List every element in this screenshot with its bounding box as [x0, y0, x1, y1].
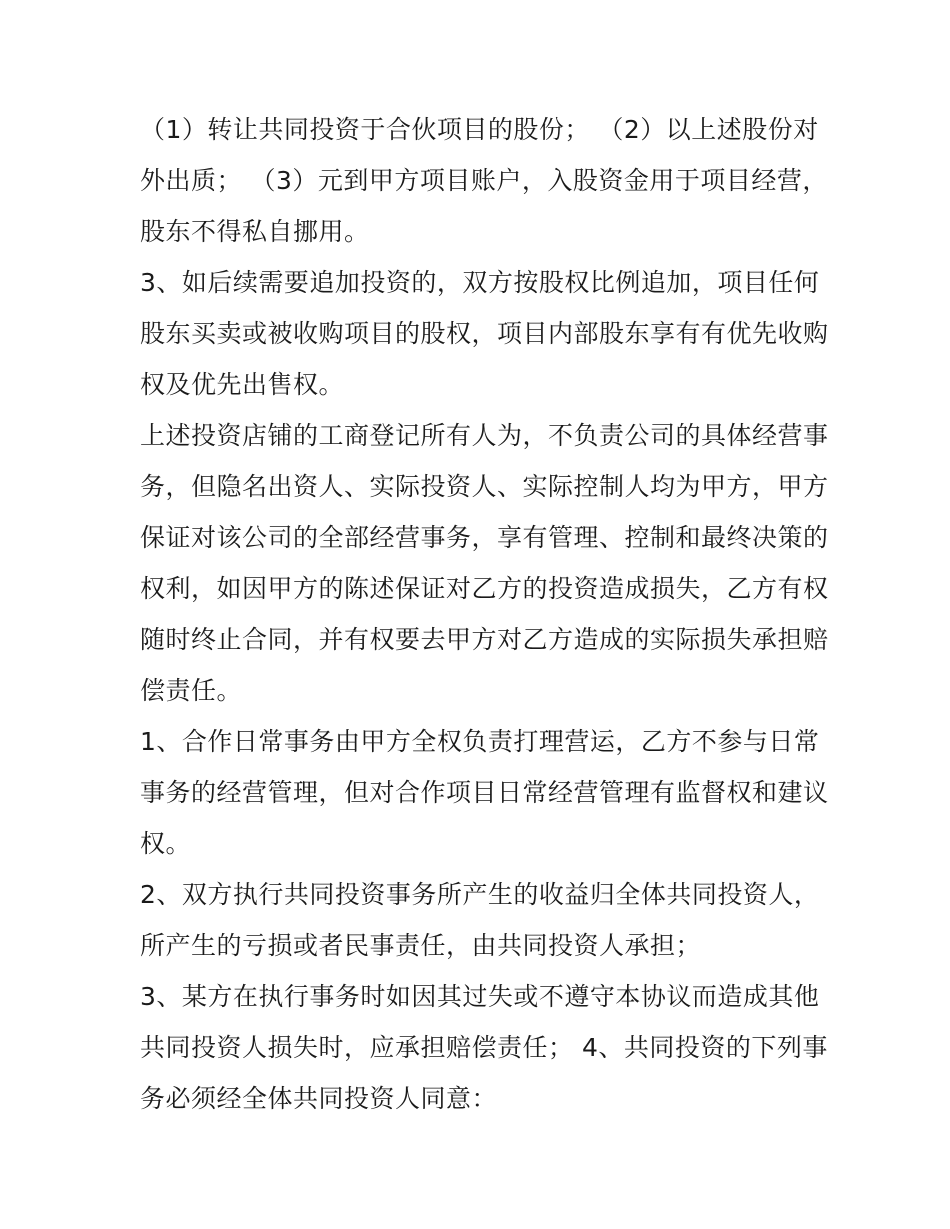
text-line: 事务的经营管理，但对合作项目日常经营管理有监督权和建议 [140, 778, 829, 807]
text-line: 务，但隐名出资人、实际投资人、实际控制人均为甲方，甲方 [140, 472, 829, 501]
text-line: 股东不得私自挪用。 [140, 217, 370, 246]
text-line: （1）转让共同投资于合伙项目的股份； （2）以上述股份对 [140, 115, 819, 144]
text-line: 偿责任。 [140, 676, 243, 705]
text-line: 2、双方执行共同投资事务所产生的收益归全体共同投资人， [140, 880, 820, 909]
text-line: 务必须经全体共同投资人同意： [140, 1084, 498, 1113]
text-line: 权。 [140, 829, 192, 858]
text-line: 所产生的亏损或者民事责任，由共同投资人承担； [140, 931, 702, 960]
text-line: 外出质； （3）元到甲方项目账户，入股资金用于项目经营， [140, 166, 828, 195]
text-line: 上述投资店铺的工商登记所有人为，不负责公司的具体经营事 [140, 421, 829, 450]
text-line: 股东买卖或被收购项目的股权，项目内部股东享有有优先收购 [140, 319, 829, 348]
text-line: 3、如后续需要追加投资的，双方按股权比例追加，项目任何 [140, 268, 820, 297]
text-line: 保证对该公司的全部经营事务，享有管理、控制和最终决策的 [140, 523, 829, 552]
text-line: 随时终止合同，并有权要去甲方对乙方造成的实际损失承担赔 [140, 625, 829, 654]
text-line: 3、某方在执行事务时如因其过失或不遵守本协议而造成其他 [140, 982, 820, 1011]
text-line: 权及优先出售权。 [140, 370, 345, 399]
text-line: 权利，如因甲方的陈述保证对乙方的投资造成损失，乙方有权 [140, 574, 829, 603]
text-line: 1、合作日常事务由甲方全权负责打理营运，乙方不参与日常 [140, 727, 820, 756]
text-line: 共同投资人损失时，应承担赔偿责任； 4、共同投资的下列事 [140, 1033, 828, 1062]
